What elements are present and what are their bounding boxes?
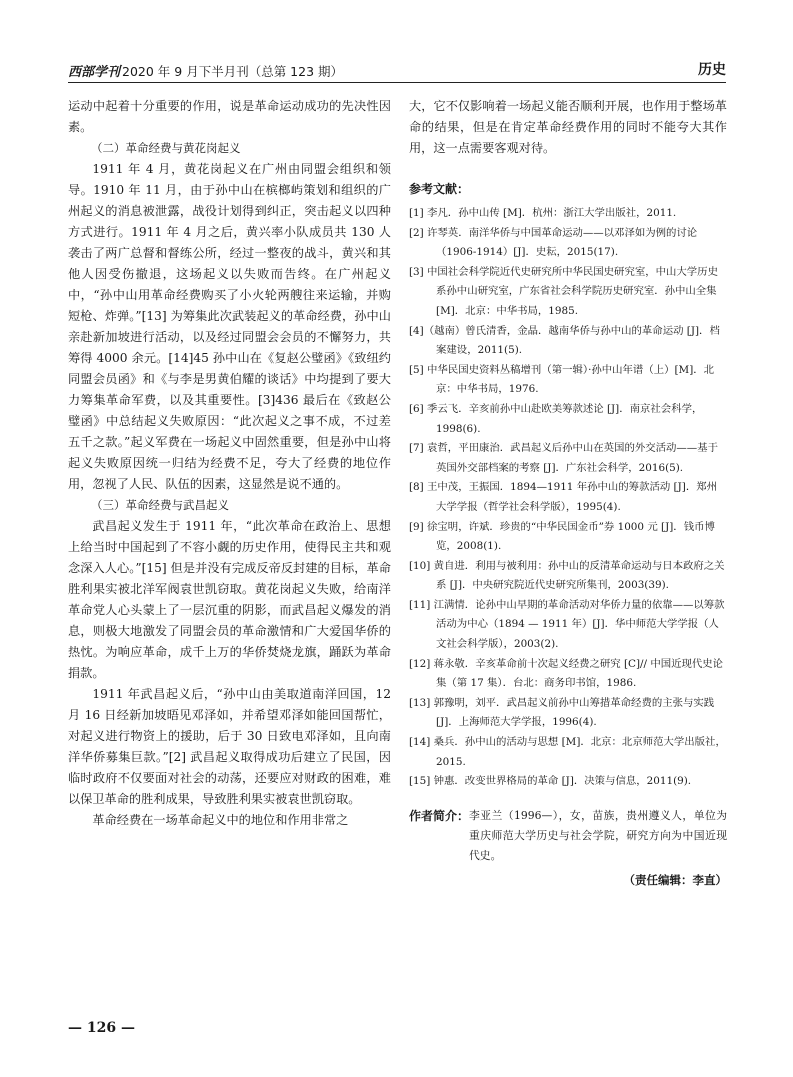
reference-item: [12] 蒋永敬．辛亥革命前十次起义经费之研究 [C]// 中国近现代史论集（第 17 集）．台北：商务印书馆，1986.	[409, 657, 724, 690]
paragraph: 武昌起义发生于 1911 年，“此次革命在政治上、思想上给当时中国起到了不容小觑的历史作用，使得民主共和观念深入人心。”[15] 但是并没有完成反帝反封建的目标，革命胜利果实被北洋军阀袁世凯窃取。黄花岗起义失败，给南洋革命党人心头蒙上了一层沉重的阴影，而武昌起义爆发的消息，则极大地激发了同盟会员的革命激情和广大爱国华侨的热忱。为响应革命，成千上万的华侨焚烧龙旗，踊跃为革命捐款。	[68, 519, 391, 680]
issue-info: 2020 年 9 月下半月刊（总第 123 期）	[122, 64, 344, 79]
reference-item: [4]（越南）曾氏清香，金晶．越南华侨与孙中山的革命运动 [J]．档案建设，2011(5).	[409, 324, 720, 357]
reference-item: [8] 王中茂，王振国．1894—1911 年孙中山的筹款活动 [J]．郑州大学学报（哲学社会科学版），1995(4).	[409, 481, 717, 513]
page-number: — 126 —	[68, 1020, 135, 1036]
reference-item: [10] 黄自进．利用与被利用：孙中山的反清革命运动与日本政府之关系 [J]．中央研究院近代史研究所集刊，2003(39).	[409, 559, 725, 592]
left-column	[68, 96, 391, 831]
section-heading: （二）革命经费与黄花岗起义	[91, 141, 241, 155]
section-heading: （三）革命经费与武昌起义	[91, 498, 229, 512]
reference-item: [6] 季云飞．辛亥前孙中山赴欧美筹款述论 [J]．南京社会科学，1998(6).	[409, 402, 703, 435]
reference-item: [3] 中国社会科学院近代史研究所中华民国史研究室，中山大学历史系孙中山研究室，广东省社会科学院历史研究室．孙中山全集 [M]．北京：中华书局，1985.	[409, 265, 718, 317]
running-header	[68, 55, 726, 83]
paragraph: 革命经费在一场革命起义中的地位和作用非常之	[92, 813, 349, 827]
reference-item: [11] 江满情．论孙中山早期的革命活动对华侨力量的依靠——以筹款活动为中心（1894 — 1911 年）[J]．华中师范大学学报（人文社会科学版），2003(2).	[409, 598, 725, 651]
journal-logo: 西部学刊	[68, 65, 121, 80]
section-label: 历史	[698, 62, 726, 78]
reference-item: [9] 徐宝明，许斌．珍贵的“中华民国金币”券 1000 元 [J]．钱币博览，2008(1).	[409, 520, 715, 553]
paragraph: 大，它不仅影响着一场起义能否顺利开展，也作用于整场革命的结果，但是在肯定革命经费作用的同时不能夸大其作用，这一点需要客观对待。	[409, 99, 727, 155]
references-title: 参考文献：	[409, 182, 470, 196]
reference-item: [7] 袁哲，平田康治．武昌起义后孙中山在英国的外交活动——基于英国外交部档案的考察 [J]．广东社会科学，2016(5).	[409, 442, 718, 474]
reference-item: [15] 钟惠．改变世界格局的革命 [J]．决策与信息，2011(9).	[409, 775, 692, 788]
right-column	[409, 96, 727, 891]
paragraph: 运动中起着十分重要的作用，说是革命运动成功的先决性因素。	[68, 99, 391, 134]
reference-item: [14] 桑兵．孙中山的活动与思想 [M]．北京：北京师范大学出版社，2015.	[409, 736, 726, 768]
reference-item: [2] 许琴英．南洋华侨与中国革命运动——以邓泽如为例的讨论（1906-1914）[J]．史耘，2015(17).	[409, 226, 698, 259]
reference-list	[409, 204, 727, 792]
paragraph: 1911 年武昌起义后，“孙中山由美取道南洋回国，12 月 16 日经新加坡晤见邓泽如，并希望邓泽如能回国帮忙，对起义进行物资上的援助，后于 30 日致电邓泽如，且向南洋华侨募集巨款。”[2] 武昌起义取得成功后建立了民国，因临时政府不仅要面对社会的动荡，还要应对财政的困难，难以保卫革命的胜利成果，导致胜利果实被袁世凯窃取。	[68, 687, 391, 806]
author-bio-label: 作者简介：	[409, 808, 470, 823]
header-rule	[68, 82, 726, 83]
author-bio	[409, 806, 727, 866]
reference-item: [13] 郭豫明，刘平．武昌起义前孙中山筹措革命经费的主张与实践 [J]．上海师范大学学报，1996(4).	[409, 696, 715, 729]
reference-item: [1] 李凡．孙中山传 [M]．杭州：浙江大学出版社，2011.	[409, 207, 677, 219]
responsible-editor: （责任编辑：李直）	[623, 872, 727, 887]
author-bio-text: 李亚兰（1996—），女，苗族，贵州遵义人，单位为重庆师范大学历史与社会学院，研究方向为中国近现代史。	[469, 808, 727, 862]
journal-info	[68, 61, 343, 80]
reference-item: [5] 中华民国史资料丛稿增刊（第一辑）·孙中山年谱（上）[M]．北京：中华书局，1976.	[409, 363, 715, 396]
paragraph: 1911 年 4 月，黄花岗起义在广州由同盟会组织和领导。1910 年 11 月，由于孙中山在槟榔屿策划和组织的广州起义的消息被泄露，战役计划得到纠正，突击起义以四种方式进行。1911 年 4 月之后，黄兴率小队成员共 130 人袭击了两广总督和督练公所，经过一整夜的战斗，黄兴和其他人因受伤撤退，这场起义以失败而告终。在广州起义中，“孙中山用革命经费购买了小火轮两艘往来运输，并购短枪、炸弹。”[13] 为筹集此次武装起义的革命经费，孙中山亲赴新加坡进行活动，以及经过同盟会会员的不懈努力，共筹得 4000 余元。[14]45 孙中山在《复赵公璧函》《致纽约同盟会员函》和《与李是男黄伯耀的谈话》中均提到了要大力筹集革命军费，以及其重要性。[3]436 最后在《致赵公璧函》中总结起义失败原因：“此次起义之事不成，不过差五千之款。”起义军费在一场起义中固然重要，但是孙中山将起义失败原因统一归结为经费不足，夸大了经费的地位作用，忽视了人民、队伍的因素，这显然是说不通的。	[68, 162, 391, 491]
